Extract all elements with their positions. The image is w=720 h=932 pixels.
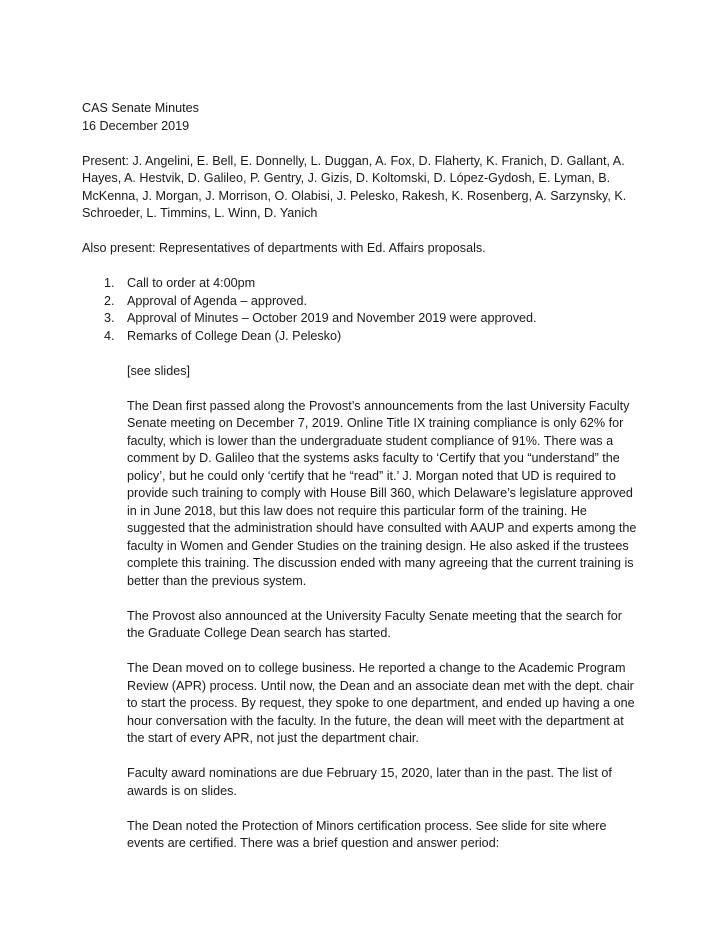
provost-announcements-paragraph: The Dean first passed along the Provost’s announcements from the last University Faculty Senate meeting on December 7, 2019. Online Title IX training compliance is only 62% for faculty, which is lower than the undergraduate student compliance of 91%. There was a comment by D. Galileo that the systems asks faculty to ‘Certify that you “understand” the policy’, but he could only ‘certify that he “read” it.’ J. Morgan noted that UD is required to provide such training to comply with House Bill 360, which Delaware’s legislature approved in in June 2018, but this law does not require this particular form of the training. He suggested that the administration should have consulted with AAUP and experts among the faculty in Women and Gender Studies on the training design. He also asked if the trustees complete this training. The discussion ended with many agreeing that the current training is better than the previous system. <box>127 398 637 588</box>
agenda-item-text: Call to order at 4:00pm <box>127 276 256 290</box>
agenda-item-number: 2. <box>104 293 115 308</box>
agenda-item-text: Approval of Agenda – approved. <box>127 293 307 308</box>
also-present-paragraph: Also present: Representatives of departments with Ed. Affairs proposals. <box>82 241 486 255</box>
slides-note: [see slides] <box>127 363 190 378</box>
faculty-awards-paragraph: Faculty award nominations are due February 15, 2020, later than in the past. The list of awards is on slides. <box>127 766 612 798</box>
agenda-item <box>82 275 642 293</box>
attendees-paragraph: Present: J. Angelini, E. Bell, E. Donnelly, L. Duggan, A. Fox, D. Flaherty, K. Franich, D. Gallant, A. Hayes, A. Hestvik, D. Galileo, P. Gentry, J. Gizis, D. Koltomski, D. López-Gydosh, E. Lyman, B. McKenna, J. Morgan, J. Morrison, O. Olabisi, J. Pelesko, Rakesh, K. Rosenberg, A. Sarzynsky, K. Schroeder, L. Timmins, L. Winn, D. Yanich <box>82 153 627 220</box>
agenda-item-number: 4. <box>104 328 115 343</box>
protection-of-minors-paragraph: The Dean noted the Protection of Minors certification process. See slide for site where events are certified. There was a brief question and answer period: <box>127 818 607 850</box>
dean-search-paragraph: The Provost also announced at the University Faculty Senate meeting that the search for the Graduate College Dean search has started. <box>127 608 622 640</box>
agenda-list <box>82 275 642 345</box>
agenda-item <box>82 328 642 346</box>
document-title: CAS Senate Minutes <box>82 101 199 115</box>
agenda-item-text: Remarks of College Dean (J. Pelesko) <box>127 328 342 343</box>
dean-remarks-section <box>82 363 642 853</box>
agenda-item <box>82 293 642 311</box>
agenda-item-number: 3. <box>104 311 115 325</box>
minutes-document <box>82 100 642 853</box>
agenda-item-text: Approval of Minutes – October 2019 and November 2019 were approved. <box>127 311 537 325</box>
agenda-item-number: 1. <box>104 276 115 290</box>
agenda-item <box>82 310 642 328</box>
meeting-date: 16 December 2019 <box>82 118 190 133</box>
apr-process-paragraph: The Dean moved on to college business. He reported a change to the Academic Program Review (APR) process. Until now, the Dean and an associate dean met with the dept. chair to start the process. By request, they spoke to one department, and ended up having a one hour conversation with the faculty. In the future, the dean will meet with the department at the start of every APR, not just the department chair. <box>127 661 635 745</box>
